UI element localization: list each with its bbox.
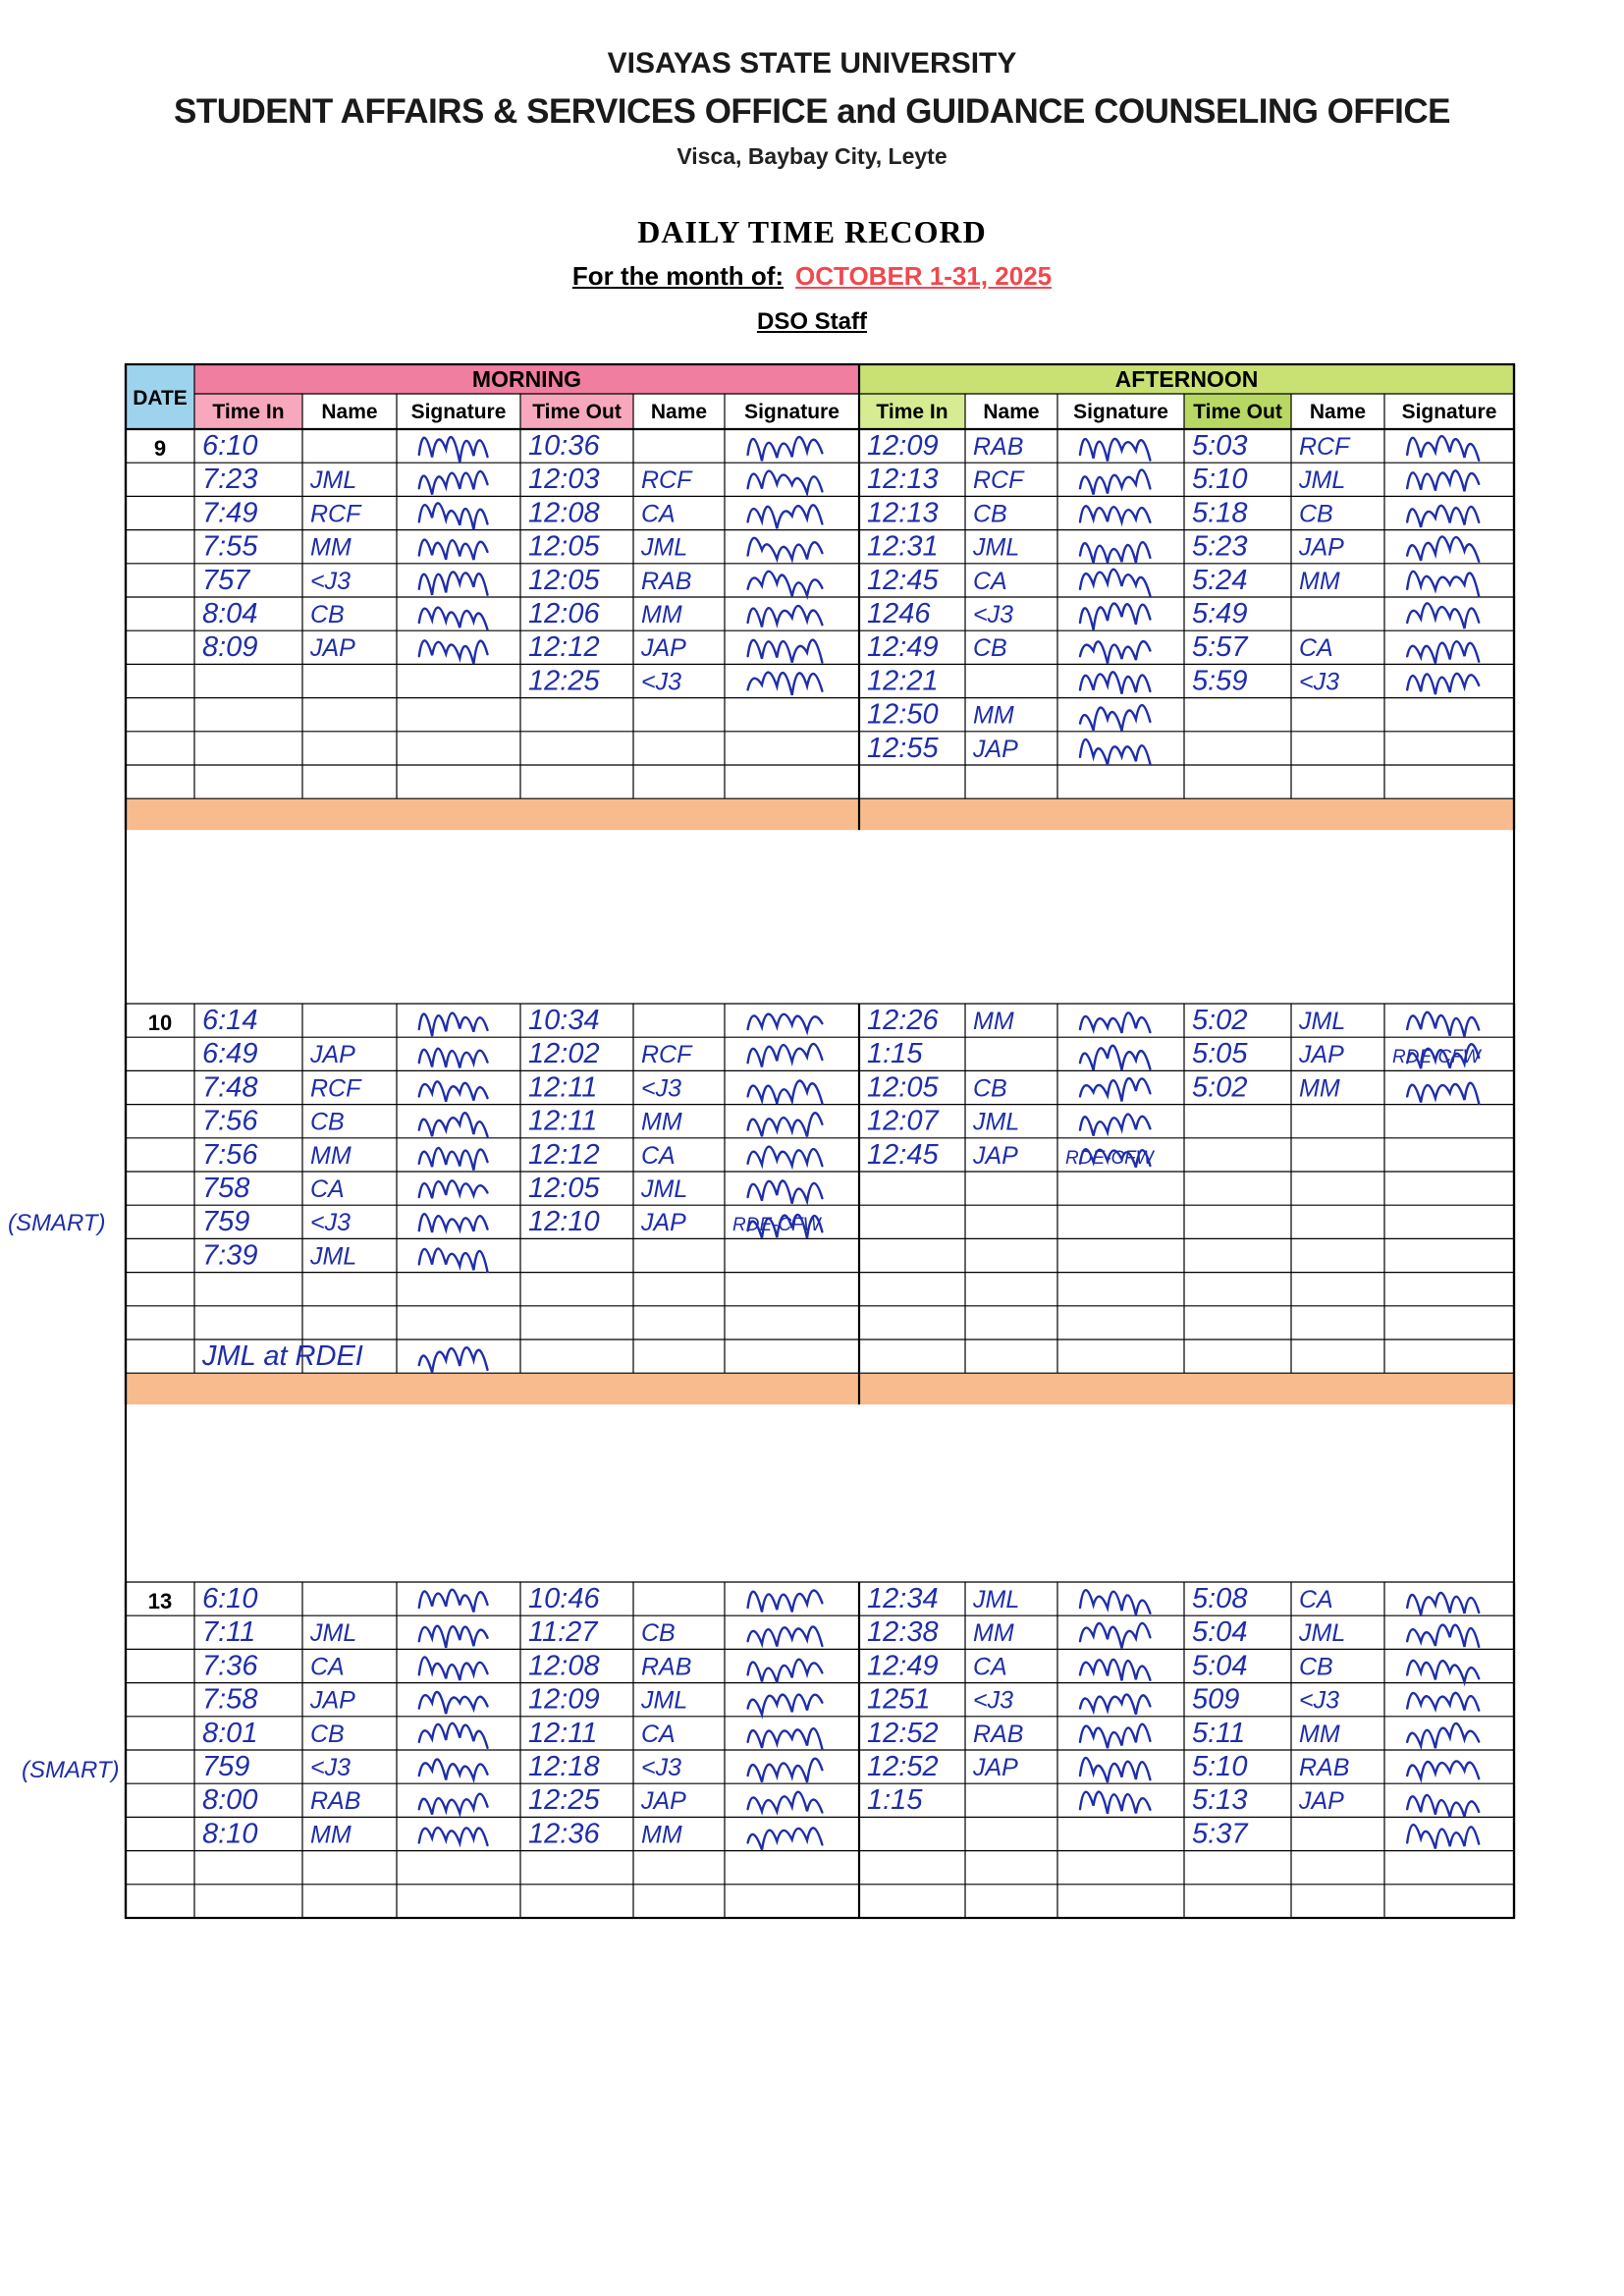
handwritten-entry: CB <box>973 634 1007 663</box>
handwritten-entry: 12:34 <box>867 1583 939 1614</box>
handwritten-entry: 6:49 <box>202 1038 258 1070</box>
afternoon-label: AFTERNOON <box>1114 366 1259 392</box>
signature-scribble <box>748 1759 823 1782</box>
handwritten-entry: 12:52 <box>867 1751 939 1782</box>
handwritten-entry: 759 <box>202 1751 250 1782</box>
handwritten-entry: 12:11 <box>528 1105 598 1137</box>
handwritten-entry: 5:04 <box>1192 1616 1248 1649</box>
signature-scribble <box>419 572 488 594</box>
signature-scribble <box>748 673 823 695</box>
handwritten-entry: RAB <box>641 1653 692 1681</box>
handwritten-entry: CB <box>1299 1653 1333 1681</box>
column-header-6: Name <box>650 401 708 423</box>
handwritten-entry: RAB <box>1299 1754 1350 1781</box>
handwritten-entry: 5:37 <box>1192 1818 1248 1850</box>
signature-scribble <box>748 1180 823 1203</box>
handwritten-entry: CB <box>310 1720 345 1748</box>
staff-group: DSO Staff <box>756 308 867 335</box>
handwritten-entry: CA <box>310 1175 345 1203</box>
handwritten-entry: JAP <box>641 634 686 663</box>
handwritten-entry: 5:18 <box>1192 497 1248 529</box>
handwritten-entry: 7:36 <box>202 1650 258 1682</box>
handwritten-entry: RCF <box>641 1041 692 1069</box>
signature-scribble <box>419 1759 488 1779</box>
signature-scribble <box>748 1113 823 1136</box>
handwritten-entry: <J3 <box>310 567 352 595</box>
signature-scribble <box>419 471 488 495</box>
handwritten-entry: RAB <box>973 433 1024 461</box>
handwritten-entry: JML <box>641 533 688 562</box>
handwritten-entry: RCF <box>1299 433 1350 461</box>
signature-scribble <box>419 1626 488 1648</box>
handwritten-entry: RDE-CFW <box>1392 1047 1481 1068</box>
handwritten-entry: CB <box>310 601 345 629</box>
signature-scribble <box>1080 1758 1150 1782</box>
signature-scribble <box>748 1660 823 1683</box>
signature-scribble <box>419 1347 488 1372</box>
signature-scribble <box>419 540 488 560</box>
handwritten-entry: 1246 <box>867 598 931 629</box>
handwritten-entry: 12:07 <box>867 1105 939 1137</box>
handwritten-entry: JAP <box>310 1041 355 1069</box>
handwritten-entry: 7:11 <box>202 1616 256 1649</box>
handwritten-entry: <J3 <box>641 1074 682 1103</box>
handwritten-entry: 6:10 <box>202 430 258 462</box>
margin-note-smart-1: (SMART) <box>8 1210 106 1237</box>
handwritten-entry: 7:23 <box>202 464 258 496</box>
signature-scribble <box>748 1828 823 1849</box>
handwritten-entry: 12:13 <box>867 497 939 529</box>
handwritten-entry: JML <box>1299 1619 1346 1648</box>
handwritten-entry: CA <box>973 567 1007 595</box>
handwritten-entry: 12:25 <box>528 665 600 697</box>
signature-scribble <box>419 1692 488 1714</box>
signature-scribble <box>1407 1593 1479 1615</box>
signature-scribble <box>1407 603 1479 629</box>
handwritten-entry: 11:27 <box>528 1616 598 1649</box>
signature-scribble <box>1080 542 1150 563</box>
handwritten-entry: JML <box>973 1108 1020 1136</box>
signature-scribble <box>419 1113 488 1136</box>
handwritten-entry: 5:05 <box>1192 1038 1248 1070</box>
handwritten-entry: JAP <box>641 1209 686 1237</box>
handwritten-entry: 12:05 <box>867 1071 939 1104</box>
handwritten-entry: 1:15 <box>867 1784 923 1817</box>
signature-scribble <box>419 608 488 630</box>
signature-scribble <box>419 1013 488 1037</box>
handwritten-entry: MM <box>641 601 682 629</box>
handwritten-entry: CA <box>1299 634 1333 663</box>
signature-scribble <box>748 1081 823 1104</box>
day-separator-1 <box>126 798 1514 830</box>
handwritten-entry: <J3 <box>310 1754 352 1781</box>
signature-scribble <box>1080 1724 1150 1749</box>
date-10: 10 <box>147 1011 173 1035</box>
signature-scribble <box>1407 641 1479 663</box>
handwritten-entry: JAP <box>1299 1787 1344 1816</box>
column-header-12: Name <box>1309 401 1367 423</box>
handwritten-entry: CA <box>641 500 676 528</box>
handwritten-entry: RCF <box>310 500 361 528</box>
handwritten-entry: MM <box>310 1141 352 1170</box>
signature-scribble <box>419 1590 488 1613</box>
signature-scribble <box>748 606 823 628</box>
handwritten-entry: 759 <box>202 1206 250 1238</box>
handwritten-entry: 12:06 <box>528 598 600 629</box>
signature-scribble <box>419 437 488 463</box>
signature-scribble <box>1080 1078 1150 1101</box>
handwritten-entry: 509 <box>1192 1683 1240 1716</box>
signature-scribble <box>748 1147 823 1167</box>
handwritten-entry: 758 <box>202 1173 250 1204</box>
signature-scribble <box>1407 1661 1479 1682</box>
day-separator-2 <box>126 1373 1514 1404</box>
handwritten-entry: CA <box>1299 1586 1333 1613</box>
handwritten-entry: JML <box>641 1175 688 1203</box>
signature-scribble <box>1080 1792 1150 1814</box>
signature-scribble <box>419 1180 488 1198</box>
handwritten-entry: 12:11 <box>528 1071 598 1104</box>
signature-scribble <box>1407 1723 1479 1748</box>
signature-scribble <box>748 640 823 663</box>
signature-scribble <box>1407 1795 1479 1817</box>
handwritten-entry: CA <box>310 1653 345 1681</box>
handwritten-entry: 12:36 <box>528 1818 600 1850</box>
signature-scribble <box>1080 672 1150 693</box>
handwritten-entry: 12:21 <box>867 665 939 697</box>
signature-scribble <box>1080 1623 1150 1648</box>
column-header-1: DATE <box>133 387 188 410</box>
handwritten-entry: JAP <box>310 634 355 663</box>
handwritten-entry: 12:03 <box>528 464 600 496</box>
signature-scribble <box>1407 1693 1479 1711</box>
handwritten-entry: 8:00 <box>202 1784 258 1817</box>
signature-scribble <box>419 1148 488 1171</box>
signature-scribble <box>1407 1825 1479 1848</box>
handwritten-entry: 10:34 <box>528 1005 600 1036</box>
signature-scribble <box>1407 1083 1479 1104</box>
signature-scribble <box>419 503 488 529</box>
handwritten-entry: JAP <box>1299 1041 1344 1069</box>
signature-scribble <box>1407 436 1479 461</box>
handwritten-entry: 12:45 <box>867 564 939 596</box>
signature-scribble <box>419 1049 488 1068</box>
signature-scribble <box>419 1657 488 1680</box>
handwritten-entry: JAP <box>973 1141 1018 1170</box>
handwritten-entry: CA <box>973 1653 1007 1681</box>
signature-scribble <box>748 471 823 494</box>
signature-scribble <box>1080 1012 1150 1033</box>
handwritten-entry: 12:31 <box>867 530 939 563</box>
handwritten-entry: MM <box>310 533 352 562</box>
signature-scribble <box>748 1728 823 1749</box>
handwritten-entry: 1251 <box>867 1683 931 1716</box>
handwritten-entry: <J3 <box>310 1209 352 1237</box>
handwritten-entry: JAP <box>310 1686 355 1715</box>
handwritten-entry: JML <box>1299 466 1346 495</box>
handwritten-entry: 5:11 <box>1192 1717 1246 1749</box>
signature-scribble <box>1080 1115 1150 1136</box>
handwritten-entry: CB <box>973 1074 1007 1103</box>
signature-scribble <box>1080 506 1150 521</box>
signature-scribble <box>1080 439 1150 462</box>
handwritten-entry: MM <box>973 1008 1014 1035</box>
handwritten-entry: 5:13 <box>1192 1784 1248 1817</box>
handwritten-entry: JAP <box>973 1754 1018 1781</box>
handwritten-entry: 12:12 <box>528 1138 600 1171</box>
handwritten-entry: 1:15 <box>867 1038 923 1070</box>
signature-scribble <box>1407 1625 1479 1647</box>
handwritten-entry: RAB <box>310 1787 361 1816</box>
handwritten-entry: 6:10 <box>202 1583 258 1614</box>
date-13: 13 <box>147 1589 173 1613</box>
signature-scribble <box>748 505 823 528</box>
signature-scribble <box>1080 469 1150 494</box>
handwritten-entry: <J3 <box>641 1754 682 1781</box>
handwritten-entry: 12:05 <box>528 564 600 596</box>
handwritten-entry: 7:49 <box>202 497 258 529</box>
handwritten-entry: CB <box>973 500 1007 528</box>
handwritten-entry: 7:39 <box>202 1239 258 1272</box>
handwritten-entry: 5:23 <box>1192 530 1248 563</box>
signature-scribble <box>748 538 823 560</box>
university-name: VISAYAS STATE UNIVERSITY <box>607 47 1017 80</box>
signature-scribble <box>1080 603 1150 629</box>
morning-label: MORNING <box>471 366 582 392</box>
column-header-11: Time Out <box>1193 401 1282 423</box>
column-header-9: Name <box>983 401 1040 423</box>
handwritten-entry: 10:36 <box>528 430 600 462</box>
handwritten-entry: MM <box>310 1821 352 1849</box>
handwritten-entry: 8:01 <box>202 1717 258 1749</box>
column-header-10: Signature <box>1073 401 1168 423</box>
handwritten-entry: MM <box>1299 567 1340 595</box>
handwritten-entry: CB <box>1299 500 1333 528</box>
handwritten-entry: RDE-CFW <box>1065 1147 1154 1169</box>
column-header-2: Time In <box>212 401 285 423</box>
handwritten-entry: JML <box>310 1619 357 1648</box>
handwritten-entry: CA <box>641 1720 676 1748</box>
signature-scribble <box>419 1248 488 1272</box>
signature-scribble <box>419 1723 488 1748</box>
handwritten-entry: JML at RDEI <box>202 1340 363 1372</box>
handwritten-entry: MM <box>641 1821 682 1849</box>
handwritten-entry: 12:49 <box>867 1650 939 1682</box>
signature-scribble <box>1080 641 1150 663</box>
signature-scribble <box>1080 1590 1150 1614</box>
column-header-7: Signature <box>744 401 839 423</box>
signature-scribble <box>1407 572 1479 596</box>
handwritten-entry: 12:05 <box>528 1173 600 1204</box>
handwritten-entry: 757 <box>202 564 250 596</box>
handwritten-entry: 7:48 <box>202 1071 258 1104</box>
handwritten-entry: MM <box>641 1108 682 1136</box>
handwritten-entry: 12:08 <box>528 497 600 529</box>
handwritten-entry: RCF <box>310 1074 361 1103</box>
month-value: OCTOBER 1-31, 2025 <box>795 261 1053 291</box>
signature-scribble <box>1407 1761 1479 1778</box>
handwritten-entry: 12:10 <box>528 1206 600 1238</box>
handwritten-entry: 12:09 <box>867 430 939 462</box>
column-header-8: Time In <box>876 401 948 423</box>
handwritten-entry: RCF <box>641 466 692 495</box>
handwritten-entry: 12:09 <box>528 1683 600 1716</box>
handwritten-entry: JML <box>310 1242 357 1271</box>
handwritten-entry: <J3 <box>641 668 682 696</box>
handwritten-entry: JML <box>310 466 357 495</box>
handwritten-entry: 5:02 <box>1192 1071 1248 1104</box>
handwritten-entry: MM <box>973 701 1014 730</box>
month-label: For the month of: <box>571 261 785 291</box>
handwritten-entry: JML <box>973 533 1020 562</box>
signature-scribble <box>748 1626 823 1646</box>
handwritten-entry: 12:11 <box>528 1717 598 1749</box>
signature-scribble <box>1080 1660 1150 1680</box>
handwritten-entry: 7:55 <box>202 530 258 563</box>
signature-scribble <box>748 1590 823 1612</box>
handwritten-entry: 7:56 <box>202 1105 258 1137</box>
handwritten-entry: 8:09 <box>202 631 258 664</box>
signature-scribble <box>748 437 823 461</box>
handwritten-entry: 5:04 <box>1192 1650 1248 1682</box>
handwritten-entry: 12:13 <box>867 464 939 496</box>
handwritten-entry: CB <box>310 1108 345 1136</box>
signature-scribble <box>419 1214 488 1232</box>
signature-scribble <box>1407 506 1479 527</box>
handwritten-entry: 12:38 <box>867 1616 939 1649</box>
signature-scribble <box>1080 1046 1150 1070</box>
signature-scribble <box>748 1014 823 1032</box>
handwritten-entry: MM <box>1299 1720 1340 1748</box>
handwritten-entry: 8:10 <box>202 1818 258 1850</box>
handwritten-entry: 5:08 <box>1192 1583 1248 1614</box>
office-name: STUDENT AFFAIRS & SERVICES OFFICE and GUIDANCE COUNSELING OFFICE <box>173 92 1451 131</box>
signature-scribble <box>1080 705 1150 731</box>
handwritten-entry: 5:24 <box>1192 564 1248 596</box>
signature-scribble <box>1407 1012 1479 1037</box>
handwritten-entry: CA <box>641 1141 676 1170</box>
signature-scribble <box>748 1792 823 1813</box>
signature-scribble <box>419 1828 488 1845</box>
handwritten-entry: 12:12 <box>528 631 600 664</box>
handwritten-entry: JAP <box>973 735 1018 763</box>
handwritten-entry: 12:08 <box>528 1650 600 1682</box>
handwritten-entry: 12:05 <box>528 530 600 563</box>
handwritten-entry: RDE-CFW <box>732 1215 821 1236</box>
signature-scribble <box>419 1081 488 1101</box>
handwritten-entry: 5:10 <box>1192 464 1248 496</box>
handwritten-entry: JAP <box>641 1787 686 1816</box>
handwritten-entry: 12:45 <box>867 1138 939 1171</box>
handwritten-entry: RAB <box>973 1720 1024 1748</box>
handwritten-entry: 8:04 <box>202 598 258 629</box>
form-title: DAILY TIME RECORD <box>637 214 987 249</box>
handwritten-entry: 12:02 <box>528 1038 600 1070</box>
handwritten-entry: <J3 <box>1299 668 1340 696</box>
handwritten-entry: 12:52 <box>867 1717 939 1749</box>
handwritten-entry: JML <box>641 1686 688 1715</box>
signature-scribble <box>1407 470 1479 491</box>
handwritten-entry: 5:57 <box>1192 631 1248 664</box>
signature-scribble <box>419 640 488 664</box>
handwritten-entry: 12:18 <box>528 1751 600 1782</box>
signature-scribble <box>1080 570 1150 596</box>
margin-note-smart-2: (SMART) <box>22 1757 120 1783</box>
handwritten-entry: 12:55 <box>867 732 939 764</box>
column-header-13: Signature <box>1401 401 1497 423</box>
handwritten-entry: 6:14 <box>202 1005 258 1036</box>
handwritten-entry: 5:03 <box>1192 430 1248 462</box>
office-address: Visca, Baybay City, Leyte <box>677 143 947 169</box>
handwritten-entry: RAB <box>641 567 692 595</box>
handwritten-entry: 7:56 <box>202 1138 258 1171</box>
handwritten-entry: 5:02 <box>1192 1005 1248 1036</box>
signature-scribble <box>1080 739 1150 765</box>
handwritten-entry: 12:49 <box>867 631 939 664</box>
signature-scribble <box>1407 674 1479 694</box>
handwritten-entry: RCF <box>973 466 1024 495</box>
signature-scribble <box>748 572 823 596</box>
handwritten-entry: JML <box>973 1586 1020 1613</box>
handwritten-entry: 7:58 <box>202 1683 258 1716</box>
column-header-5: Time Out <box>532 401 622 423</box>
handwritten-entry: <J3 <box>1299 1686 1340 1715</box>
handwritten-entry: <J3 <box>973 601 1014 629</box>
handwritten-entry: 10:46 <box>528 1583 600 1614</box>
handwritten-entry: MM <box>1299 1074 1340 1103</box>
handwritten-entry: CB <box>641 1619 676 1648</box>
column-header-3: Name <box>321 401 378 423</box>
signature-scribble <box>748 1044 823 1067</box>
handwritten-entry: MM <box>973 1619 1014 1648</box>
signature-scribble <box>1407 536 1479 561</box>
handwritten-entry: 12:25 <box>528 1784 600 1817</box>
handwritten-entry: 5:59 <box>1192 665 1248 697</box>
handwritten-entry: 12:26 <box>867 1005 939 1036</box>
column-header-4: Signature <box>410 401 507 423</box>
handwritten-entry: <J3 <box>973 1686 1014 1715</box>
handwritten-entry: 5:49 <box>1192 598 1248 629</box>
handwritten-entry: 12:50 <box>867 698 939 731</box>
handwritten-entry: 5:10 <box>1192 1751 1248 1782</box>
signature-scribble <box>1080 1694 1150 1714</box>
handwritten-entry: JAP <box>1299 533 1344 562</box>
signature-scribble <box>748 1695 823 1715</box>
signature-scribble <box>419 1794 488 1815</box>
handwritten-entry: JML <box>1299 1008 1346 1035</box>
date-9: 9 <box>153 436 167 461</box>
